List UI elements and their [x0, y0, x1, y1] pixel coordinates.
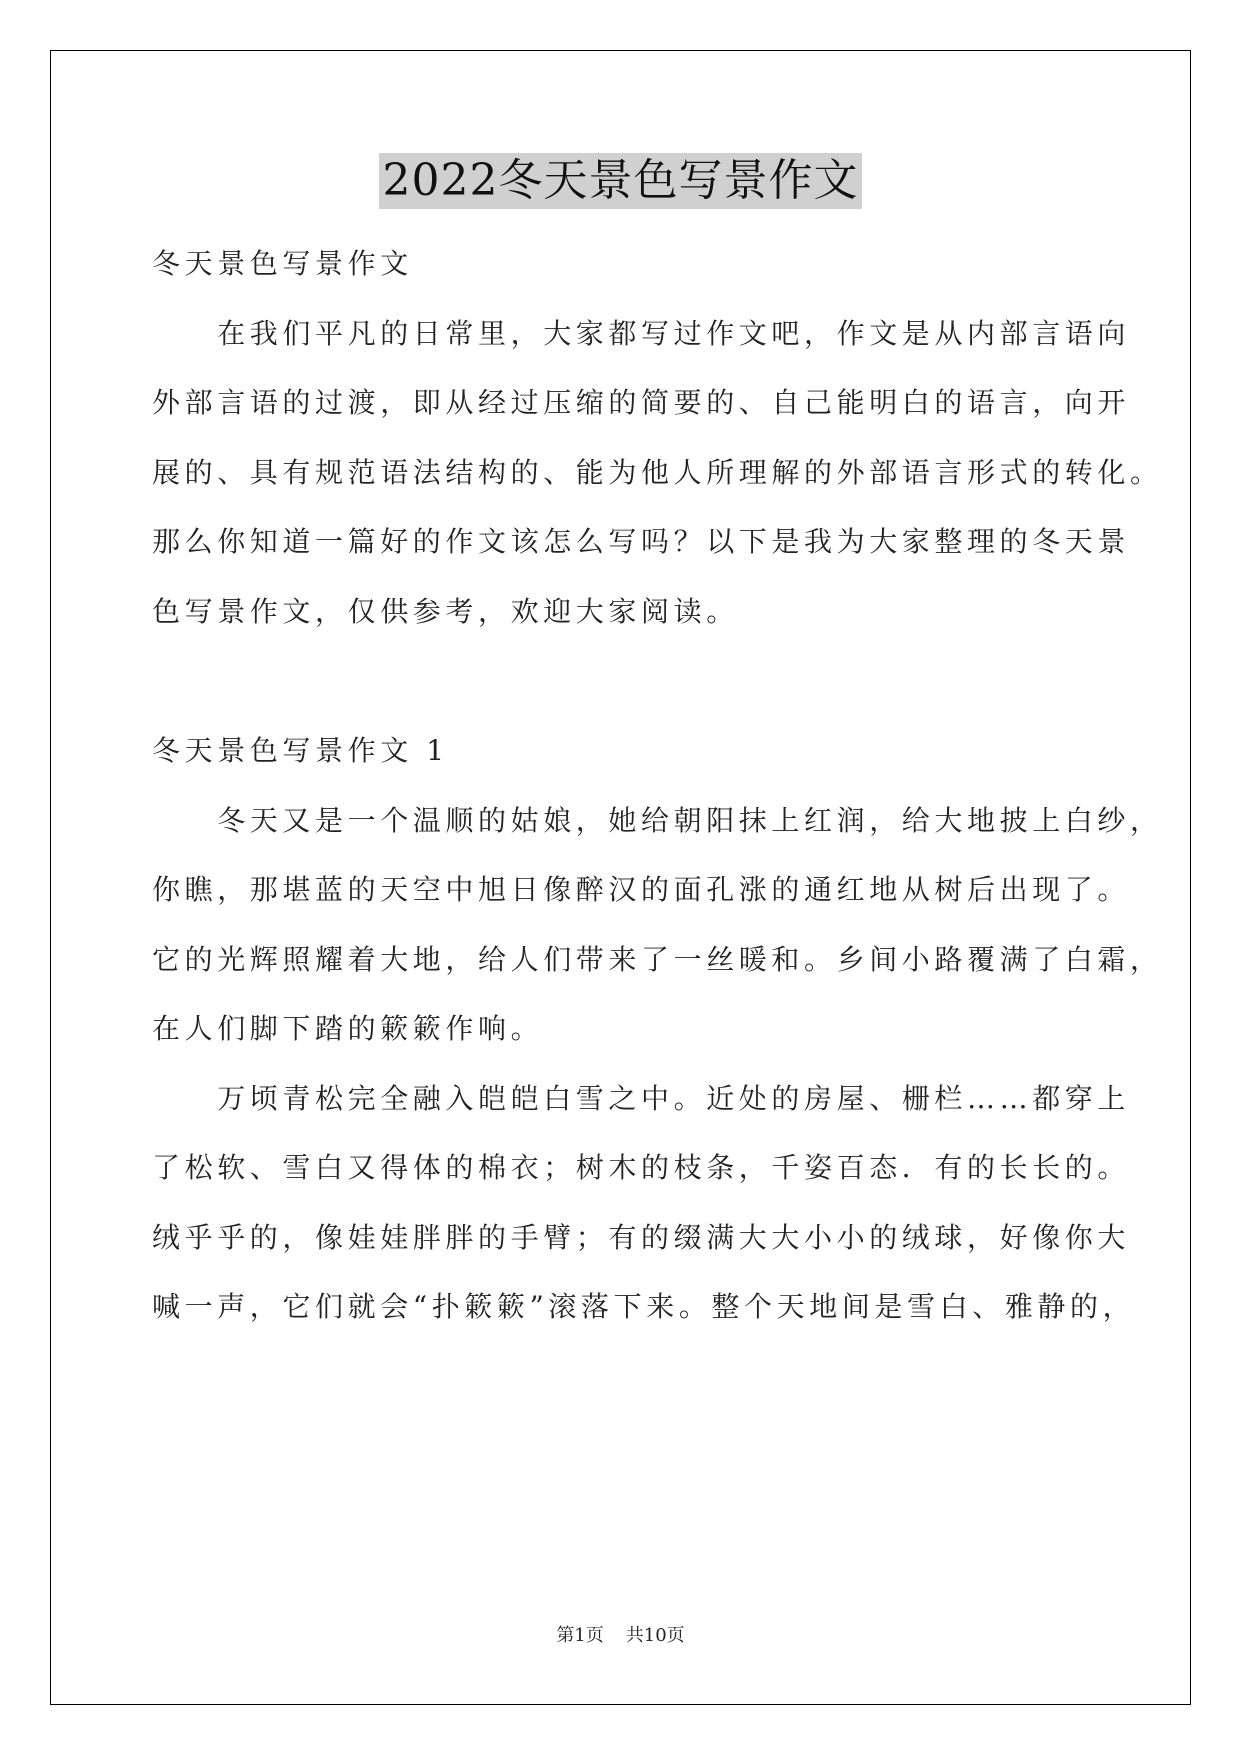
- body-line: 你瞧，那堪蓝的天空中旭日像醉汉的面孔涨的通红地从树后出现了。: [152, 873, 1131, 906]
- body-line: 外部言语的过渡，即从经过压缩的简要的、自己能明白的语言，向开: [152, 386, 1131, 419]
- body-line: 在人们脚下踏的簌簌作响。: [152, 1012, 544, 1045]
- body-line: 在我们平凡的日常里，大家都写过作文吧，作文是从内部言语向: [152, 317, 1131, 350]
- body-line: 展的、具有规范语法结构的、能为他人所理解的外部语言形式的转化。: [152, 456, 1163, 489]
- body-line: 它的光辉照耀着大地，给人们带来了一丝暖和。乡间小路覆满了白霜，: [152, 943, 1163, 976]
- title-container: [0, 153, 1241, 209]
- section-heading: 冬天景色写景作文 1: [152, 734, 449, 767]
- body-line: 喊一声，它们就会“扑簌簌”滚落下来。整个天地间是雪白、雅静的，: [152, 1290, 1136, 1323]
- page-total: 共10页: [625, 1625, 685, 1646]
- page-footer: [0, 1625, 1241, 1647]
- body-line: 了松软、雪白又得体的棉衣；树木的枝条，千姿百态．有的长长的。: [152, 1151, 1131, 1184]
- document-title: 2022冬天景色写景作文: [379, 153, 863, 209]
- body-line: 绒乎乎的，像娃娃胖胖的手臂；有的缀满大大小小的绒球，好像你大: [152, 1221, 1131, 1254]
- body-line: 那么你知道一篇好的作文该怎么写吗？以下是我为大家整理的冬天景: [152, 525, 1131, 558]
- subtitle-line: 冬天景色写景作文: [152, 247, 413, 280]
- body-line: 冬天又是一个温顺的姑娘，她给朝阳抹上红润，给大地披上白纱，: [152, 804, 1163, 837]
- body-line: 色写景作文，仅供参考，欢迎大家阅读。: [152, 595, 739, 628]
- page-number: 第1页: [556, 1625, 604, 1646]
- body-line: 万顷青松完全融入皑皑白雪之中。近处的房屋、栅栏……都穿上: [152, 1082, 1131, 1115]
